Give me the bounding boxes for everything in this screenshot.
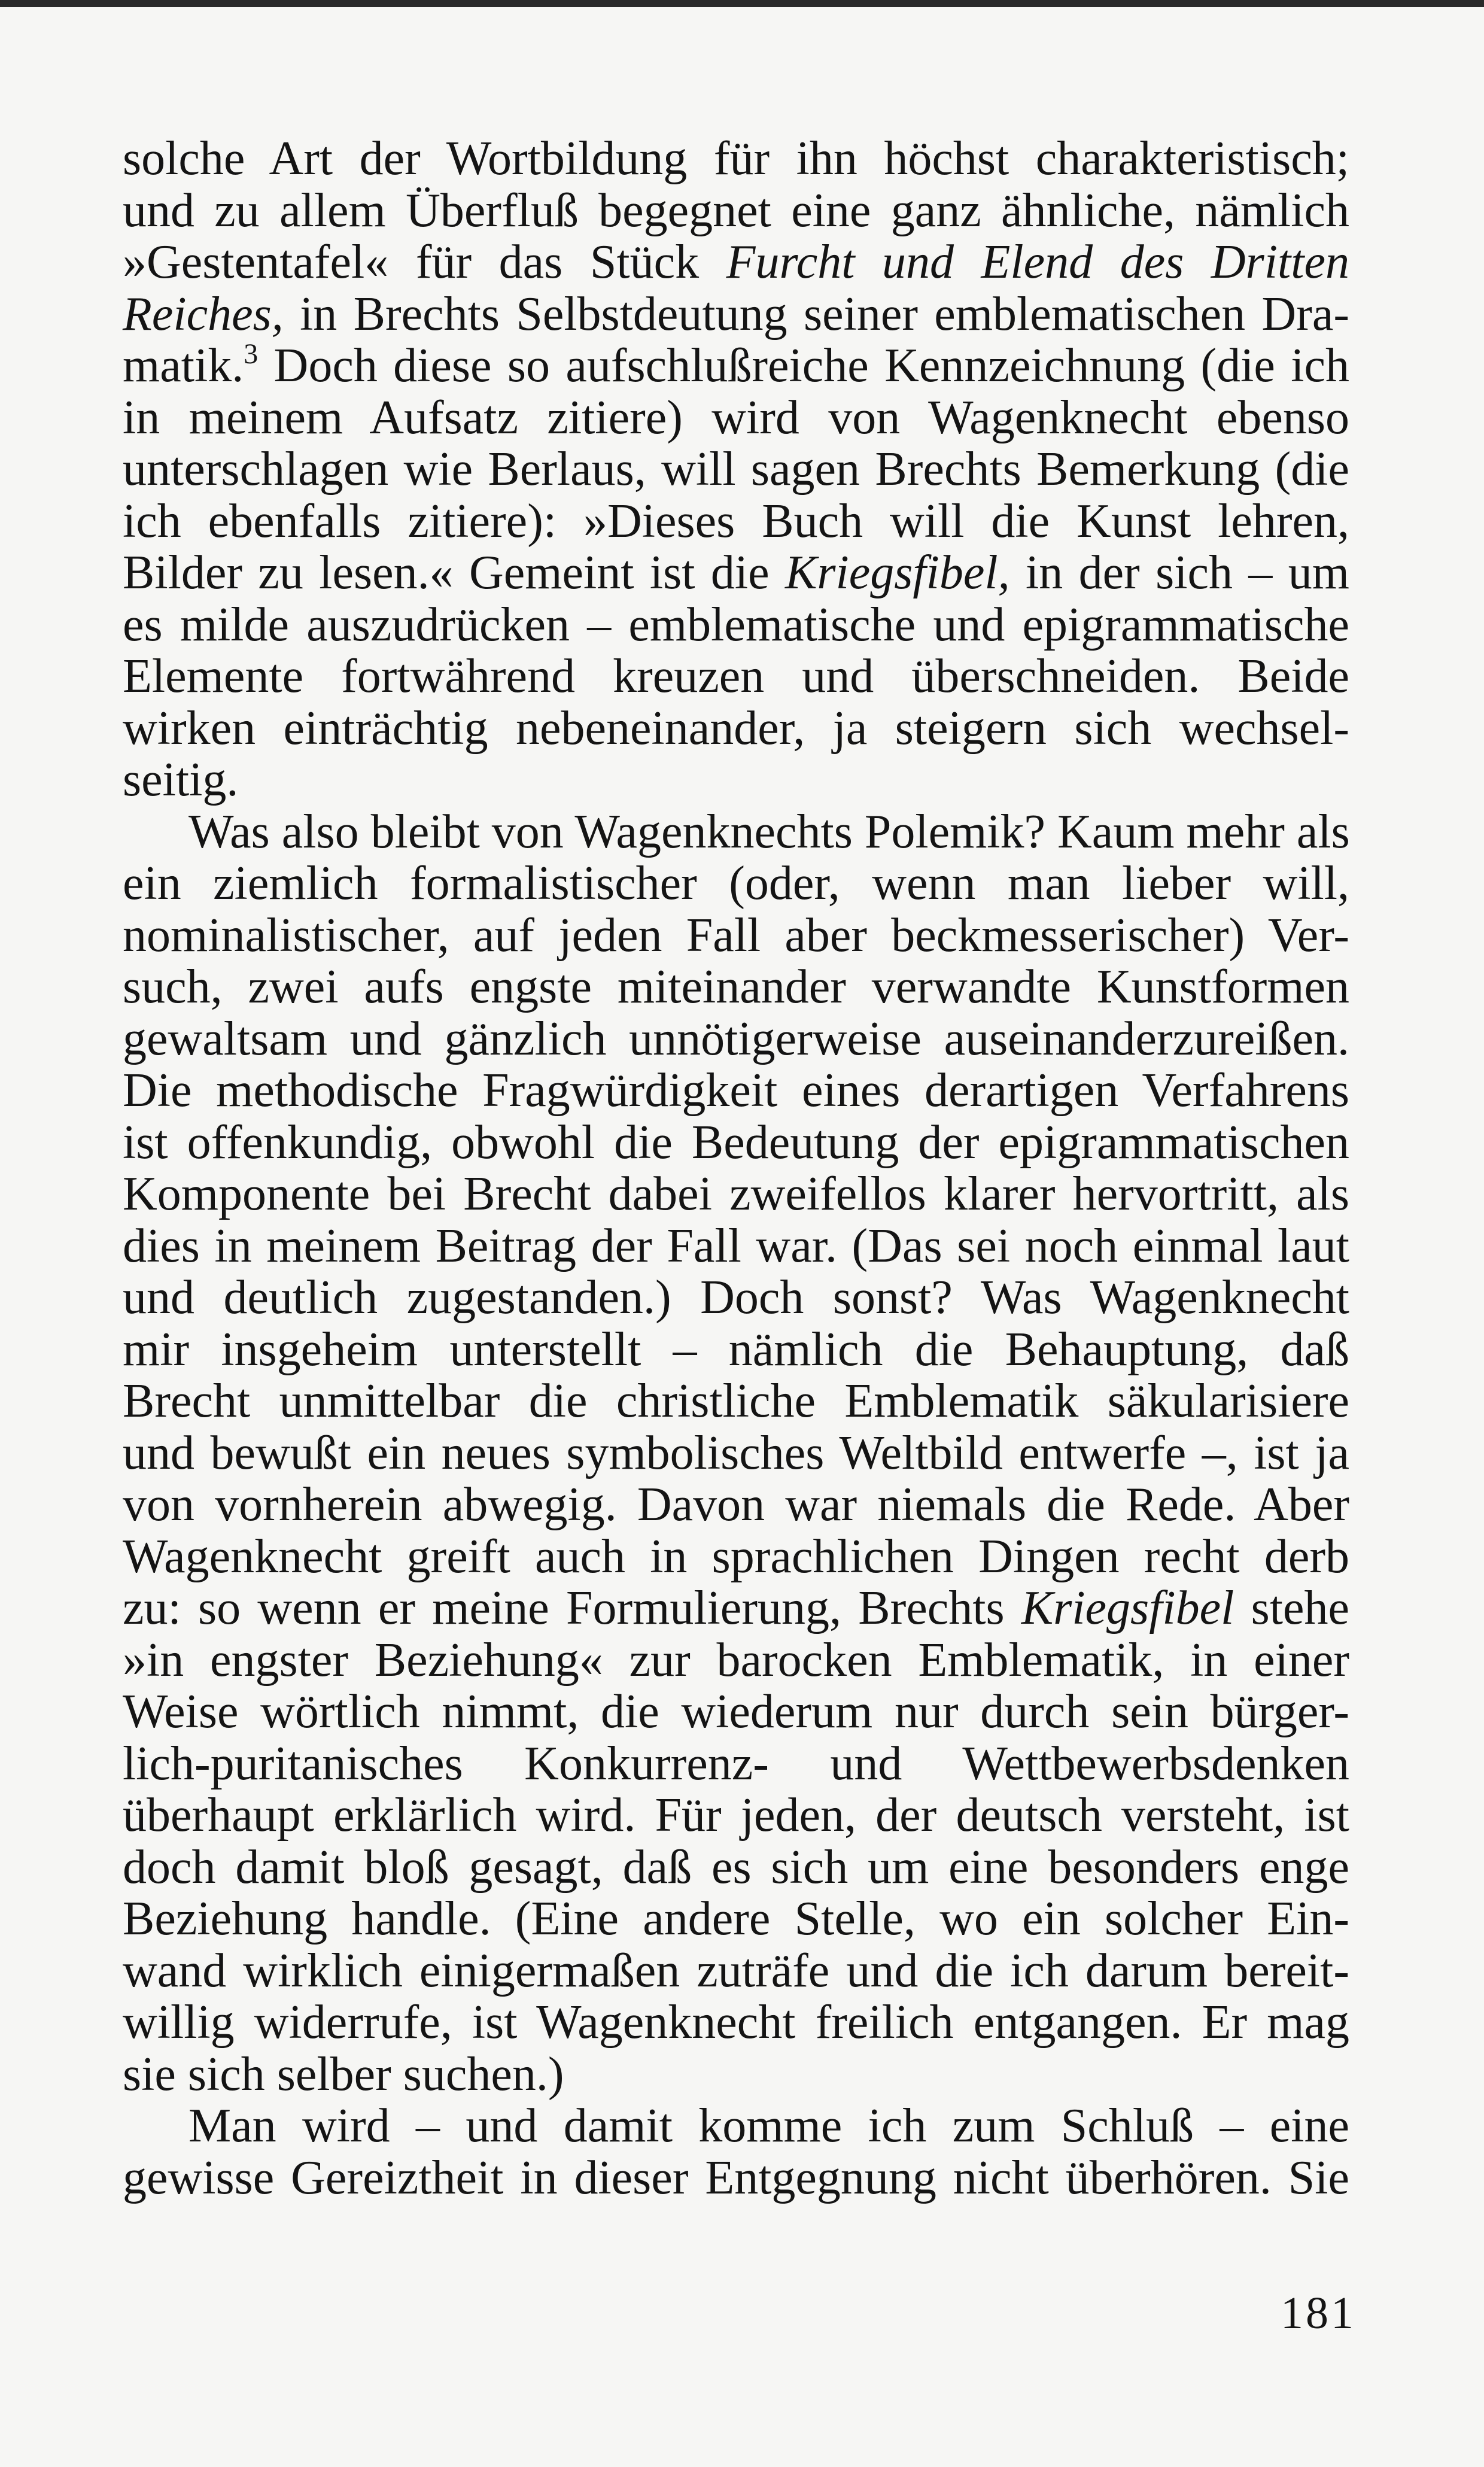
text-line: ich ebenfalls zitiere): »Dieses Buch will die Kunst lehren, — [123, 494, 1349, 548]
text-line: Brecht unmittelbar die christliche Emblematik säkularisiere — [123, 1375, 1349, 1427]
text-line: wirken einträchtig nebeneinander, ja steigern sich wechsel- — [123, 701, 1349, 755]
text-line: sie sich selber suchen.) — [123, 2047, 564, 2101]
text-run: stehe — [1251, 1582, 1349, 1634]
text-line: »in engster Beziehung« zur barocken Emblematik, in einer — [123, 1633, 1349, 1687]
text-line: und deutlich zugestanden.) Doch sonst? Was Wagenknecht — [123, 1271, 1349, 1324]
page-body — [123, 133, 1349, 2204]
text-line: Beziehung handle. (Eine andere Stelle, wo ein solcher Ein- — [123, 1892, 1349, 1945]
text-line: doch damit bloß gesagt, daß es sich um eine besonders enge — [123, 1840, 1349, 1894]
text-line: lich-puritanisches Konkurrenz- und Wettbewerbsdenken — [123, 1737, 1349, 1790]
text-line: dies in meinem Beitrag der Fall war. (Das sei noch einmal laut — [123, 1219, 1349, 1272]
text-line: Elemente fortwährend kreuzen und überschneiden. Beide — [123, 650, 1349, 703]
text-line: ist offenkundig, obwohl die Bedeutung der epigrammatischen — [123, 1116, 1349, 1169]
text-line — [123, 547, 1349, 599]
top-edge-rule — [0, 0, 1484, 7]
italic-title: Kriegsfibel — [1021, 1582, 1234, 1634]
text-line: überhaupt erklärlich wird. Für jeden, der deutsch versteht, ist — [123, 1789, 1349, 1842]
text-line: Die methodische Fragwürdigkeit eines derartigen Verfahrens — [123, 1064, 1349, 1117]
text-run: zu: so wenn er meine Formulierung, Brechts — [123, 1582, 1005, 1634]
text-run: matik. — [123, 339, 244, 392]
text-line: nominalistischer, auf jeden Fall aber beckmesserischer) Ver- — [123, 909, 1349, 962]
text-line: von vornherein abwegig. Davon war niemals die Rede. Aber — [123, 1478, 1349, 1531]
text-run: in Brechts Selbstdeutung seiner emblematischen Dra- — [300, 287, 1349, 341]
text-line: unterschlagen wie Berlaus, will sagen Brechts Bemerkung (die — [123, 443, 1349, 496]
text-line: solche Art der Wortbildung für ihn höchst charakteristisch; — [123, 132, 1349, 185]
text-line: willig widerrufe, ist Wagenknecht freilich entgangen. Er mag — [123, 1996, 1349, 2049]
text-line: und zu allem Überfluß begegnet eine ganz ähnliche, nämlich — [123, 184, 1349, 237]
text-line — [123, 1582, 1349, 1634]
text-line — [123, 340, 1349, 392]
footnote-marker: 3 — [244, 338, 259, 370]
text-line: wand wirklich einigermaßen zuträfe und die ich darum bereit- — [123, 1944, 1349, 1997]
text-line: Komponente bei Brecht dabei zweifellos klarer hervortritt, als — [123, 1168, 1349, 1220]
text-line: seitig. — [123, 754, 239, 806]
text-run: Bilder zu lesen.« Gemeint ist die — [123, 546, 770, 599]
text-line — [123, 288, 1349, 341]
text-line: ein ziemlich formalistischer (oder, wenn man lieber will, — [123, 857, 1349, 910]
text-line: mir insgeheim unterstellt – nämlich die Behauptung, daß — [123, 1323, 1349, 1376]
paragraph-first-line: Man wird – und damit komme ich zum Schluß – eine — [188, 2100, 1349, 2152]
italic-title: Furcht und Elend des Dritten — [726, 236, 1349, 288]
paragraph-first-line: Was also bleibt von Wagenknechts Polemik? Kaum mehr als — [188, 805, 1350, 858]
text-line — [123, 236, 1349, 288]
text-line: in meinem Aufsatz zitiere) wird von Wagenknecht ebenso — [123, 391, 1349, 444]
text-line: gewaltsam und gänzlich unnötigerweise auseinanderzureißen. — [123, 1012, 1349, 1065]
text-run: Doch diese so aufschlußreiche Kennzeichnung (die ich — [273, 339, 1349, 392]
text-line: such, zwei aufs engste miteinander verwandte Kunstformen — [123, 961, 1349, 1013]
page-number: 181 — [1281, 2288, 1356, 2338]
italic-title: Kriegsfibel, — [785, 546, 1010, 599]
text-run: in der sich – um — [1025, 546, 1350, 599]
text-run: »Gestentafel« für das Stück — [123, 236, 700, 288]
text-line: gewisse Gereiztheit in dieser Entgegnung nicht überhören. Sie — [123, 2151, 1349, 2204]
text-line: es milde auszudrücken – emblematische und epigrammatische — [123, 598, 1349, 651]
text-line: Wagenknecht greift auch in sprachlichen Dingen recht derb — [123, 1530, 1349, 1583]
italic-title: Reiches, — [123, 287, 284, 341]
text-line: und bewußt ein neues symbolisches Weltbild entwerfe –, ist ja — [123, 1426, 1349, 1479]
text-line: Weise wörtlich nimmt, die wiederum nur durch sein bürger- — [123, 1685, 1349, 1738]
